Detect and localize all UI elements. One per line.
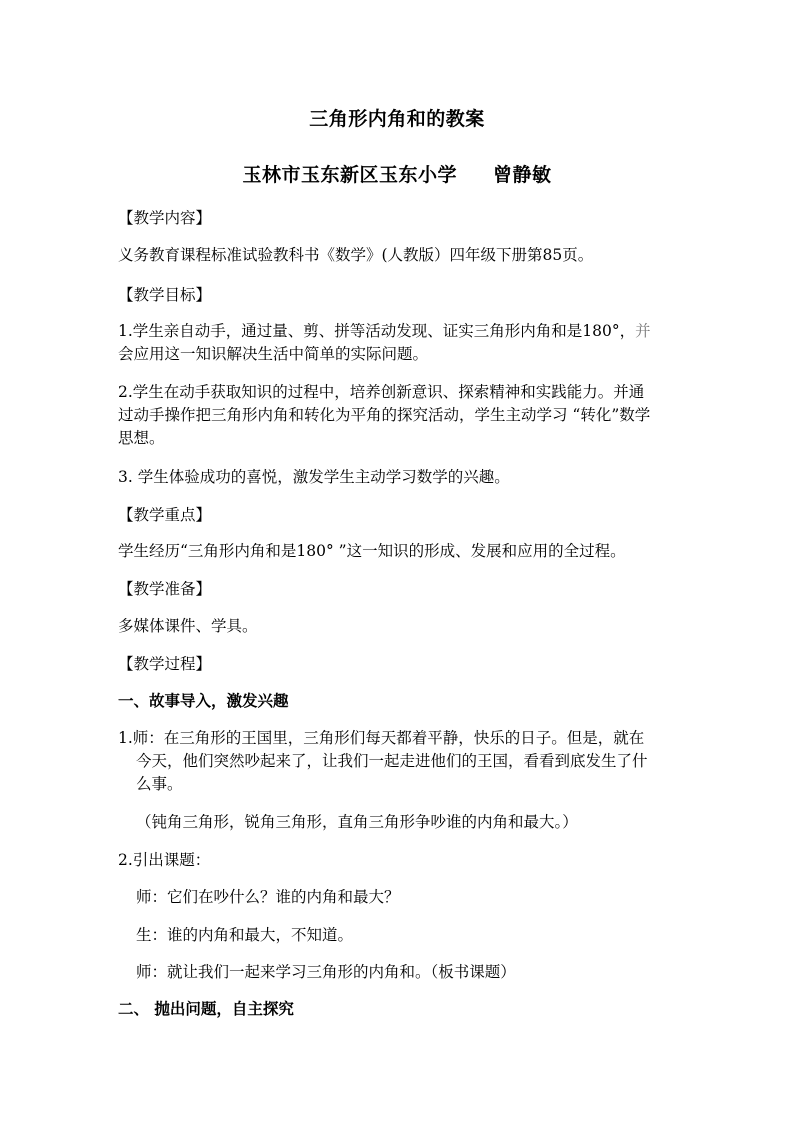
step-1-line-2: 今天，他们突然吵起来了，让我们一起走进他们的王国，看看到底发生了什: [136, 752, 648, 770]
part-1-heading: 一、故事导入，激发兴趣: [118, 691, 289, 710]
section-heading-goals: 【教学目标】: [118, 286, 212, 304]
goal-1-line-1-tail: 并: [635, 322, 651, 340]
section-heading-process: 【教学过程】: [118, 655, 212, 673]
goal-2-line-3: 思想。: [118, 429, 165, 447]
key-text: 学生经历“三角形内角和是180° ”这一知识的形成、发展和应用的全过程。: [118, 542, 626, 560]
step-1-line-1: 1.师：在三角形的王国里，三角形们每天都着平静，快乐的日子。但是，就在: [118, 729, 645, 747]
prep-text: 多媒体课件、学具。: [118, 617, 258, 635]
goal-2-line-2: 过动手操作把三角形内角和转化为平角的探究活动，学生主动学习 “转化”数学: [118, 406, 651, 424]
dialog-line-1: 师：它们在吵什么？谁的内角和最大？: [136, 888, 400, 906]
section-heading-prep: 【教学准备】: [118, 580, 212, 598]
goal-1-line-2: 会应用这一知识解决生活中简单的实际问题。: [118, 345, 429, 363]
goal-2-line-1: 2.学生在动手获取知识的过程中，培养创新意识、探索精神和实践能力。并通: [118, 383, 645, 401]
document-title: 三角形内角和的教案: [309, 108, 485, 130]
dialog-line-3: 师：就让我们一起来学习三角形的内角和。（板书课题）: [136, 963, 516, 981]
section-heading-content: 【教学内容】: [118, 209, 212, 227]
author-name: 曾静敏: [493, 164, 552, 186]
step-1-note: （钝角三角形，锐角三角形，直角三角形争吵谁的内角和最大。）: [136, 813, 578, 831]
goal-1-line-1-text: 1.学生亲自动手，通过量、剪、拼等活动发现、证实三角形内角和是180°，: [118, 322, 636, 340]
goal-1-line-1: [118, 320, 678, 342]
content-text: 义务教育课程标准试验教科书《数学》(人教版）四年级下册第85页。: [118, 246, 594, 264]
section-heading-key: 【教学重点】: [118, 506, 212, 524]
step-1-line-3: 么事。: [136, 775, 183, 793]
part-2-heading: 二、 抛出问题，自主探究: [118, 999, 294, 1018]
step-2-heading: 2.引出课题：: [118, 851, 211, 869]
author-line: [0, 160, 794, 187]
goal-3: 3. 学生体验成功的喜悦，激发学生主动学习数学的兴趣。: [118, 468, 510, 486]
author-school: 玉林市玉东新区玉东小学: [242, 164, 457, 186]
dialog-line-2: 生：谁的内角和最大，不知道。: [136, 926, 354, 944]
